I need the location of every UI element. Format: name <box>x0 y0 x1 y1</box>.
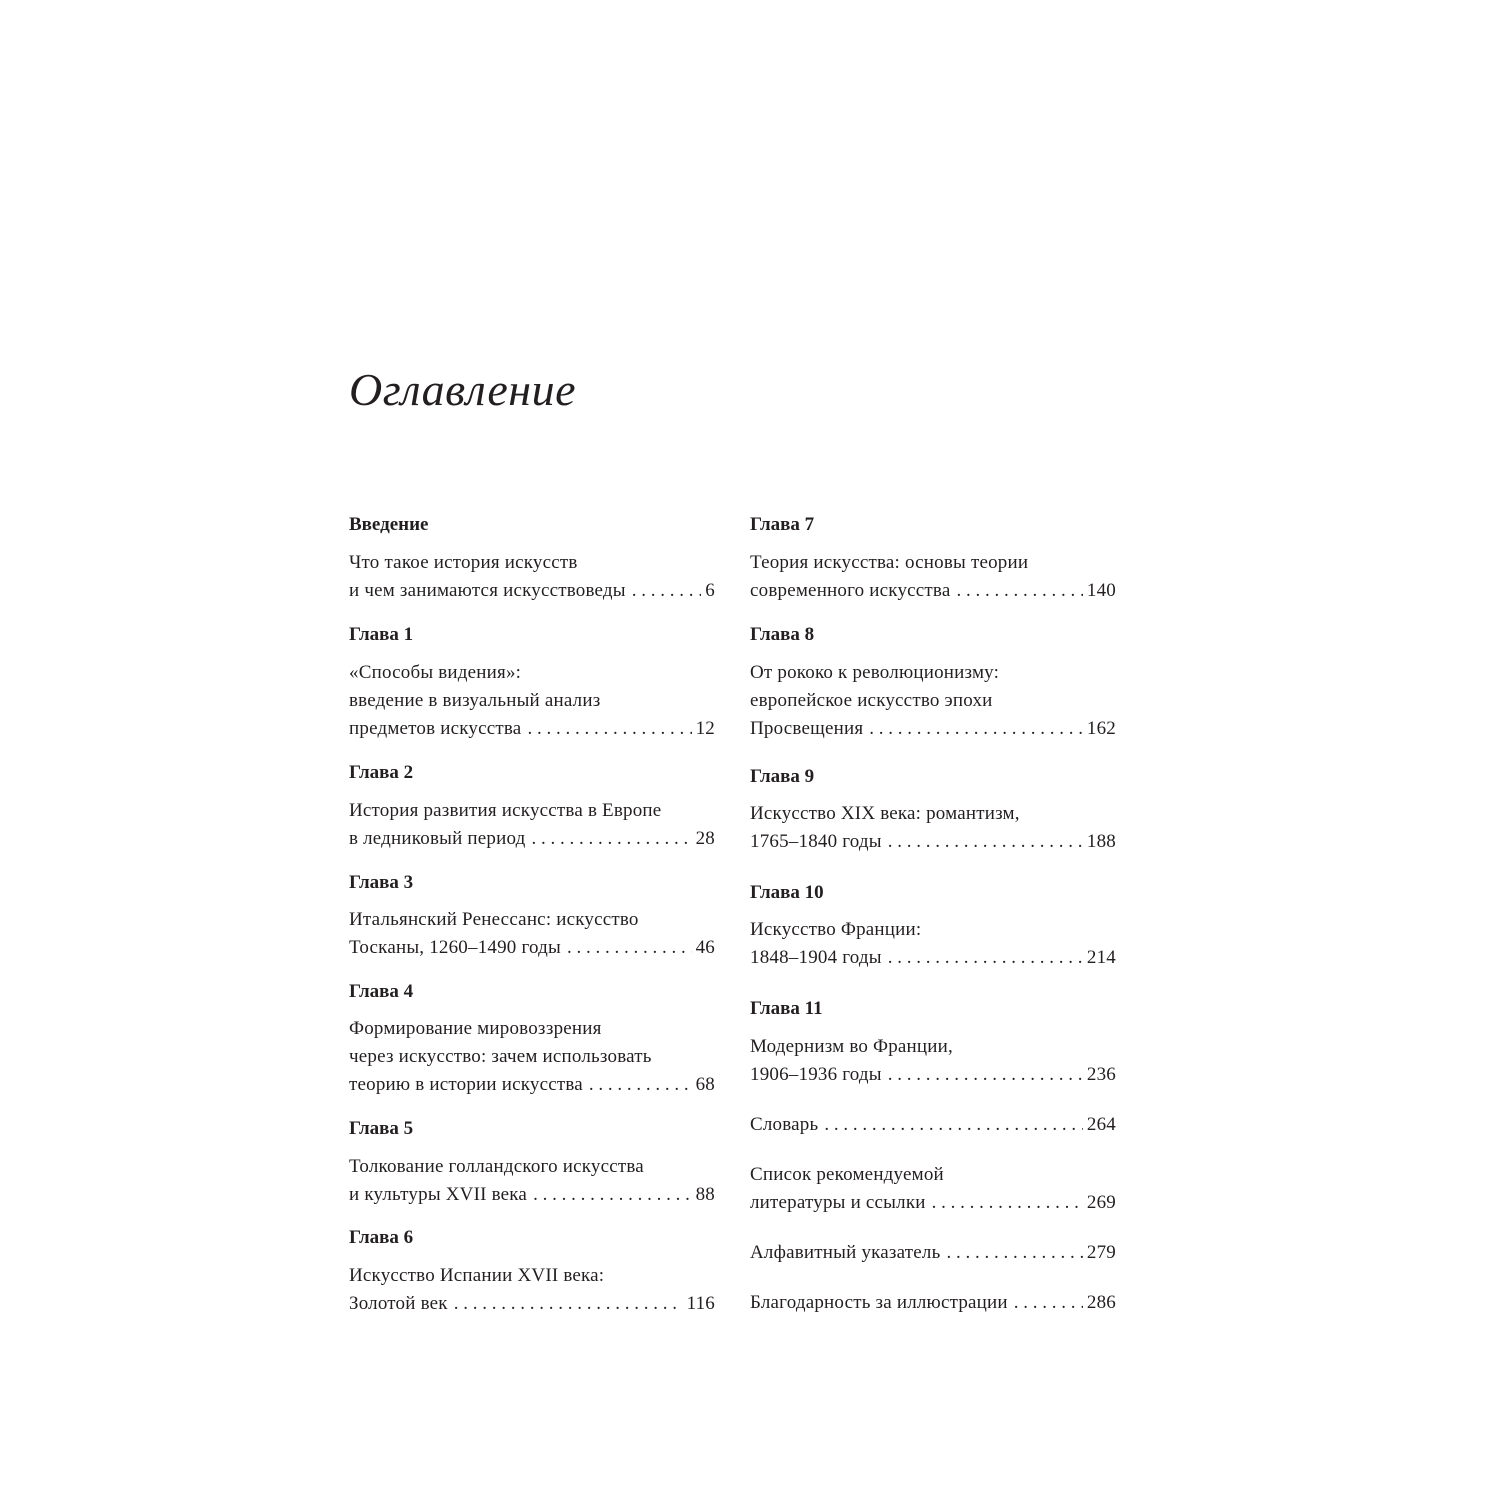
toc-heading: Глава 5 <box>349 1118 414 1139</box>
page-number: 279 <box>1086 1242 1116 1263</box>
toc-entry-index[interactable] <box>750 1239 1116 1267</box>
dot-leader <box>527 715 691 743</box>
page-number: 162 <box>1086 718 1116 739</box>
toc-entry-line: предметов искусства <box>349 718 522 739</box>
page-number: 188 <box>1086 831 1116 852</box>
toc-entry-picture-credits[interactable] <box>750 1289 1116 1317</box>
toc-heading: Глава 3 <box>349 872 414 893</box>
toc-entry-line: Формирование мировоззрения <box>349 1018 602 1039</box>
page-number: 286 <box>1086 1292 1116 1313</box>
dot-leader <box>532 825 692 853</box>
toc-entry-line: 1906–1936 годы <box>750 1064 882 1085</box>
toc-entry-line: в ледниковый период <box>349 828 526 849</box>
toc-entry-line: теорию в истории искусства <box>349 1074 583 1095</box>
toc-entry-line: Благодарность за иллюстрации <box>750 1292 1008 1313</box>
page-number: 214 <box>1086 947 1116 968</box>
dot-leader <box>932 1189 1083 1217</box>
toc-right-column <box>750 0 1116 1500</box>
toc-heading: Глава 6 <box>349 1227 414 1248</box>
dot-leader <box>888 944 1083 972</box>
page-number: 46 <box>695 937 715 958</box>
toc-entry-introduction[interactable] <box>349 549 715 605</box>
page-number: 269 <box>1086 1192 1116 1213</box>
toc-entry-chapter-4[interactable] <box>349 1015 715 1099</box>
toc-entry-glossary[interactable] <box>750 1111 1116 1139</box>
dot-leader <box>869 715 1083 743</box>
toc-entry-line: «Способы видения»: <box>349 662 522 683</box>
toc-entry-chapter-11[interactable] <box>750 1033 1116 1089</box>
toc-entry-line: От рококо к революционизму: <box>750 662 1000 683</box>
dot-leader <box>589 1071 692 1099</box>
toc-entry-line: современного искусства <box>750 580 951 601</box>
page-number: 116 <box>686 1293 715 1314</box>
toc-entry-line: и чем занимаются искусствоведы <box>349 580 626 601</box>
toc-heading: Глава 9 <box>750 766 815 787</box>
toc-left-column <box>349 0 715 1500</box>
toc-entry-chapter-6[interactable] <box>349 1262 715 1318</box>
toc-entry-line: Просвещения <box>750 718 864 739</box>
page-number: 12 <box>695 718 715 739</box>
toc-heading: Глава 1 <box>349 624 414 645</box>
toc-entry-line: История развития искусства в Европе <box>349 800 662 821</box>
toc-entry-line: Алфавитный указатель <box>750 1242 941 1263</box>
toc-entry-line: введение в визуальный анализ <box>349 690 601 711</box>
toc-entry-bibliography[interactable] <box>750 1161 1116 1217</box>
dot-leader <box>824 1111 1083 1139</box>
toc-entry-chapter-5[interactable] <box>349 1153 715 1209</box>
toc-entry-line: Итальянский Ренессанс: искусство <box>349 909 639 930</box>
dot-leader <box>946 1239 1082 1267</box>
dot-leader <box>957 577 1083 605</box>
toc-entry-line: 1848–1904 годы <box>750 947 882 968</box>
dot-leader <box>533 1181 692 1209</box>
toc-heading: Глава 10 <box>750 882 824 903</box>
page-title: Оглавление <box>349 364 577 415</box>
toc-entry-line: литературы и ссылки <box>750 1192 926 1213</box>
toc-entry-line: и культуры XVII века <box>349 1184 528 1205</box>
toc-entry-chapter-3[interactable] <box>349 906 715 962</box>
toc-entry-line: Теория искусства: основы теории <box>750 552 1029 573</box>
toc-entry-line: Модернизм во Франции, <box>750 1036 953 1057</box>
toc-entry-chapter-10[interactable] <box>750 916 1116 972</box>
dot-leader <box>1014 1289 1083 1317</box>
toc-entry-line: европейское искусство эпохи <box>750 690 993 711</box>
toc-heading: Глава 2 <box>349 762 414 783</box>
dot-leader <box>888 1061 1083 1089</box>
toc-heading: Глава 8 <box>750 624 815 645</box>
page-number: 264 <box>1086 1114 1116 1135</box>
dot-leader <box>888 828 1083 856</box>
toc-heading: Глава 4 <box>349 981 414 1002</box>
toc-heading: Введение <box>349 514 429 535</box>
toc-entry-chapter-9[interactable] <box>750 800 1116 856</box>
page-number: 6 <box>705 580 715 601</box>
toc-heading: Глава 7 <box>750 514 815 535</box>
toc-entry-line: Искусство XIX века: романтизм, <box>750 803 1020 824</box>
page-number: 140 <box>1086 580 1116 601</box>
toc-entry-line: Искусство Испании XVII века: <box>349 1265 605 1286</box>
dot-leader <box>454 1290 683 1318</box>
toc-entry-chapter-7[interactable] <box>750 549 1116 605</box>
toc-entry-chapter-8[interactable] <box>750 659 1116 743</box>
toc-entry-line: Список рекомендуемой <box>750 1164 944 1185</box>
page-number: 88 <box>695 1184 715 1205</box>
toc-entry-chapter-2[interactable] <box>349 797 715 853</box>
toc-entry-line: Золотой век <box>349 1293 448 1314</box>
toc-entry-line: через искусство: зачем использовать <box>349 1046 652 1067</box>
toc-entry-line: Словарь <box>750 1114 819 1135</box>
toc-entry-line: Искусство Франции: <box>750 919 922 940</box>
toc-entry-line: 1765–1840 годы <box>750 831 882 852</box>
page-number: 236 <box>1086 1064 1116 1085</box>
dot-leader <box>567 934 692 962</box>
toc-entry-line: Толкование голландского искусства <box>349 1156 644 1177</box>
page-number: 28 <box>695 828 715 849</box>
toc-entry-line: Тосканы, 1260–1490 годы <box>349 937 561 958</box>
toc-heading: Глава 11 <box>750 998 823 1019</box>
page-number: 68 <box>695 1074 715 1095</box>
toc-entry-chapter-1[interactable] <box>349 659 715 743</box>
toc-entry-line: Что такое история искусств <box>349 552 578 573</box>
dot-leader <box>632 577 702 605</box>
